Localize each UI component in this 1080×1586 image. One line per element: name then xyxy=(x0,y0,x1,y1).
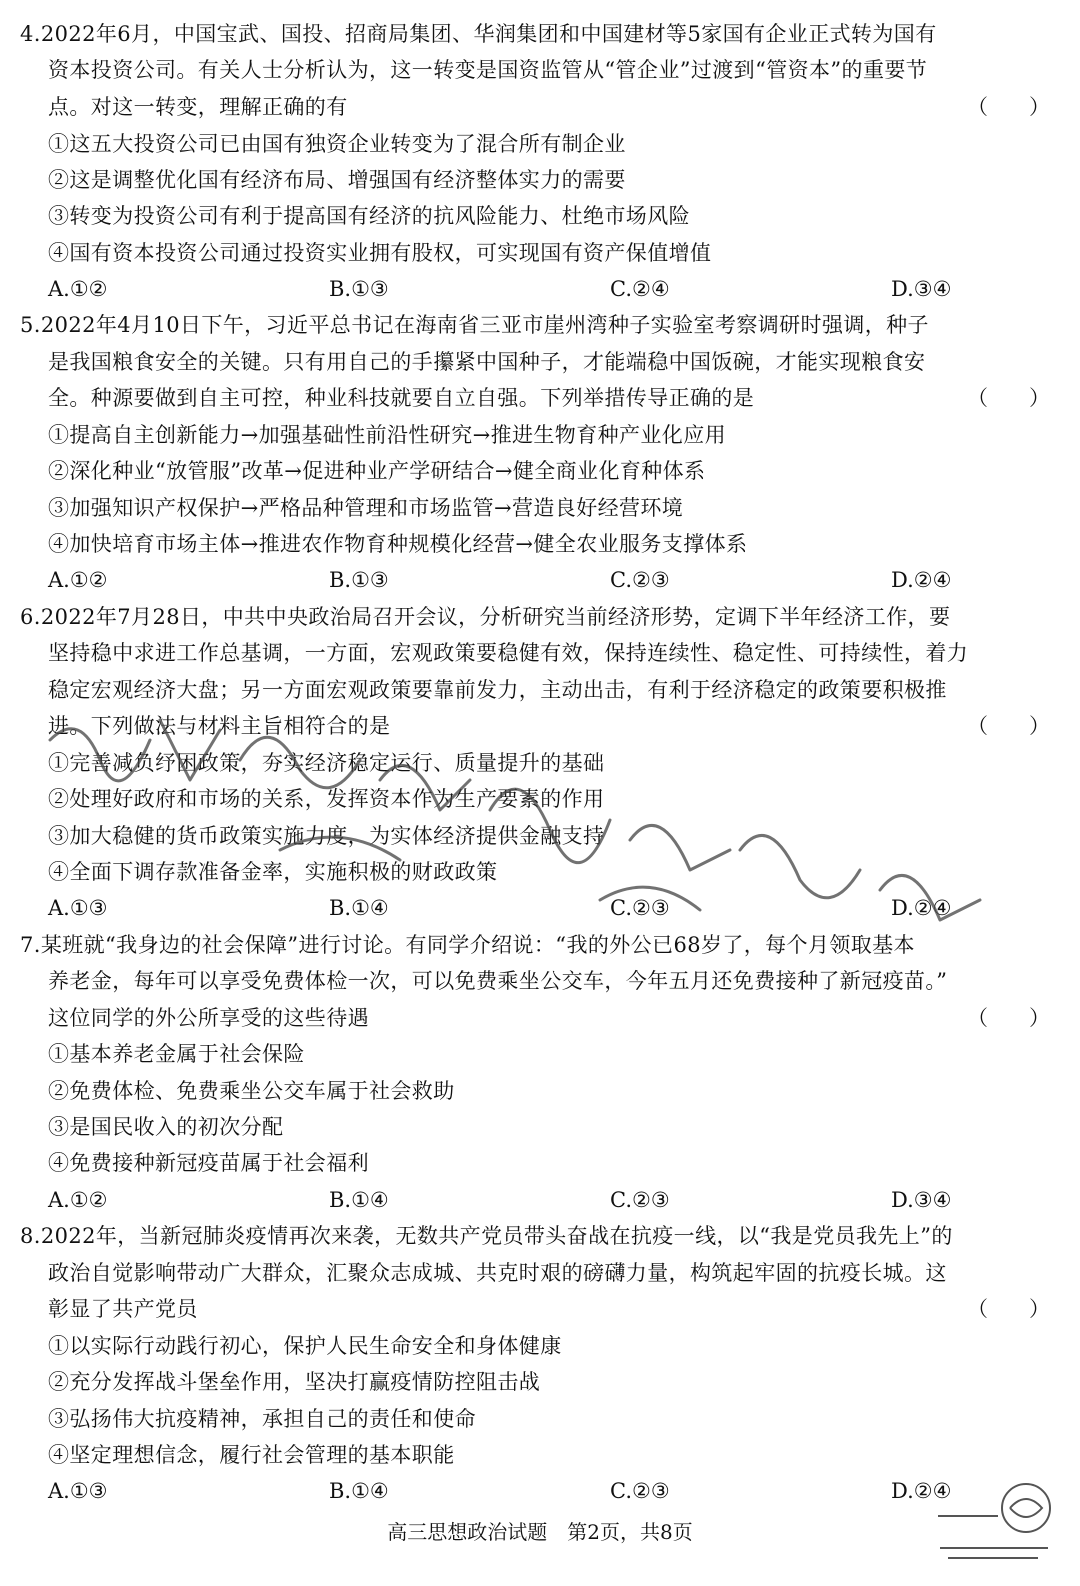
option-d: D.②④ xyxy=(891,1479,952,1503)
question-stem-line: 4.2022年6月，中国宝武、国投、招商局集团、华润集团和中国建材等5家国有企业正式转为国有 xyxy=(20,22,937,46)
question-stem-line: 稳定宏观经济大盘；另一方面宏观政策要靠前发力，主动出击，有利于经济稳定的政策要积极推 xyxy=(48,678,947,702)
question-stem-line: 7.某班就“我身边的社会保障”进行讨论。有同学介绍说：“我的外公已68岁了，每个月领取基本 xyxy=(20,933,915,957)
question-stem-line: 政治自觉影响带动广大群众，汇聚众志成城、共克时艰的磅礴力量，构筑起牢固的抗疫长城。这 xyxy=(48,1261,947,1285)
option-a: A.①② xyxy=(48,277,108,301)
option-d: D.②④ xyxy=(891,568,952,592)
question-stem-line: 这位同学的外公所享受的这些待遇 xyxy=(48,1006,369,1030)
choice-statement: ③弘扬伟大抗疫精神，承担自己的责任和使命 xyxy=(48,1407,476,1431)
option-b: B.①④ xyxy=(329,1188,389,1212)
question-stem-line: 进。下列做法与材料主旨相符合的是 xyxy=(48,714,391,738)
option-c: C.②④ xyxy=(610,277,670,301)
choice-statement: ④全面下调存款准备金率，实施积极的财政政策 xyxy=(48,860,498,884)
choice-statement: ④坚定理想信念，履行社会管理的基本职能 xyxy=(48,1443,455,1467)
question-stem-line: 养老金，每年可以享受免费体检一次，可以免费乘坐公交车，今年五月还免费接种了新冠疫苗。” xyxy=(48,969,948,993)
choice-statement: ②处理好政府和市场的关系，发挥资本作为生产要素的作用 xyxy=(48,787,605,811)
question-stem-line: 是我国粮食安全的关键。只有用自己的手攥紧中国种子，才能端稳中国饭碗，才能实现粮食安 xyxy=(48,350,926,374)
choice-statement: ①这五大投资公司已由国有独资企业转变为了混合所有制企业 xyxy=(48,132,626,156)
option-a: A.①② xyxy=(48,1188,108,1212)
question-stem-line: 坚持稳中求进工作总基调，一方面，宏观政策要稳健有效，保持连续性、稳定性、可持续性，着力 xyxy=(48,641,969,665)
answer-options xyxy=(48,562,1048,598)
choice-statement: ③加强知识产权保护→严格品种管理和市场监管→营造良好经营环境 xyxy=(48,496,684,520)
option-a: A.①② xyxy=(48,568,108,592)
question-stem-line: 5.2022年4月10日下午，习近平总书记在海南省三亚市崖州湾种子实验室考察调研时强调，种子 xyxy=(20,313,929,337)
option-d: D.③④ xyxy=(891,277,952,301)
site-logo-icon xyxy=(928,1478,1058,1568)
page-footer: 高三思想政治试题 第2页，共8页 xyxy=(387,1520,693,1544)
question-stem-line: 8.2022年，当新冠肺炎疫情再次来袭，无数共产党员带头奋战在抗疫一线，以“我是党员我先上”的 xyxy=(20,1224,953,1248)
choice-statement: ①完善减负纾困政策，夯实经济稳定运行、质量提升的基础 xyxy=(48,751,605,775)
option-a: A.①③ xyxy=(48,1479,108,1503)
choice-statement: ②这是调整优化国有经济布局、增强国有经济整体实力的需要 xyxy=(48,168,626,192)
option-c: C.②③ xyxy=(610,896,670,920)
option-c: C.②③ xyxy=(610,568,670,592)
option-c: C.②③ xyxy=(610,1188,670,1212)
question-stem-line: 全。种源要做到自主可控，种业科技就要自立自强。下列举措传导正确的是 xyxy=(48,386,755,410)
question-stem-line: 点。对这一转变，理解正确的有 xyxy=(48,95,348,119)
choice-statement: ③转变为投资公司有利于提高国有经济的抗风险能力、杜绝市场风险 xyxy=(48,204,690,228)
option-b: B.①④ xyxy=(329,896,389,920)
answer-bracket: （ ） xyxy=(967,1006,1060,1030)
option-b: B.①④ xyxy=(329,1479,389,1503)
question-stem-line: 彰显了共产党员 xyxy=(48,1297,198,1321)
choice-statement: ②免费体检、免费乘坐公交车属于社会救助 xyxy=(48,1079,455,1103)
answer-bracket: （ ） xyxy=(967,1297,1060,1321)
option-a: A.①③ xyxy=(48,896,108,920)
choice-statement: ①提高自主创新能力→加强基础性前沿性研究→推进生物育种产业化应用 xyxy=(48,423,726,447)
choice-statement: ④国有资本投资公司通过投资实业拥有股权，可实现国有资产保值增值 xyxy=(48,241,712,265)
choice-statement: ②深化种业“放管服”改革→促进种业产学研结合→健全商业化育种体系 xyxy=(48,459,706,483)
answer-options xyxy=(48,271,1048,307)
option-d: D.②④ xyxy=(891,896,952,920)
option-c: C.②③ xyxy=(610,1479,670,1503)
answer-bracket: （ ） xyxy=(967,386,1060,410)
answer-bracket: （ ） xyxy=(967,95,1060,119)
option-b: B.①③ xyxy=(329,277,389,301)
answer-options xyxy=(48,890,1048,926)
option-b: B.①③ xyxy=(329,568,389,592)
answer-bracket: （ ） xyxy=(967,714,1060,738)
choice-statement: ①以实际行动践行初心，保护人民生命安全和身体健康 xyxy=(48,1334,562,1358)
choice-statement: ①基本养老金属于社会保险 xyxy=(48,1042,305,1066)
option-d: D.③④ xyxy=(891,1188,952,1212)
choice-statement: ④免费接种新冠疫苗属于社会福利 xyxy=(48,1151,369,1175)
choice-statement: ②充分发挥战斗堡垒作用，坚决打赢疫情防控阻击战 xyxy=(48,1370,541,1394)
answer-options xyxy=(48,1182,1048,1218)
question-stem-line: 资本投资公司。有关人士分析认为，这一转变是国资监管从“管企业”过渡到“管资本”的重要节 xyxy=(48,58,928,82)
choice-statement: ③加大稳健的货币政策实施力度，为实体经济提供金融支持 xyxy=(48,824,605,848)
choice-statement: ④加快培育市场主体→推进农作物育种规模化经营→健全农业服务支撑体系 xyxy=(48,532,748,556)
question-stem-line: 6.2022年7月28日，中共中央政治局召开会议，分析研究当前经济形势，定调下半年经济工作，要 xyxy=(20,605,951,629)
choice-statement: ③是国民收入的初次分配 xyxy=(48,1115,284,1139)
answer-options xyxy=(48,1473,1048,1509)
